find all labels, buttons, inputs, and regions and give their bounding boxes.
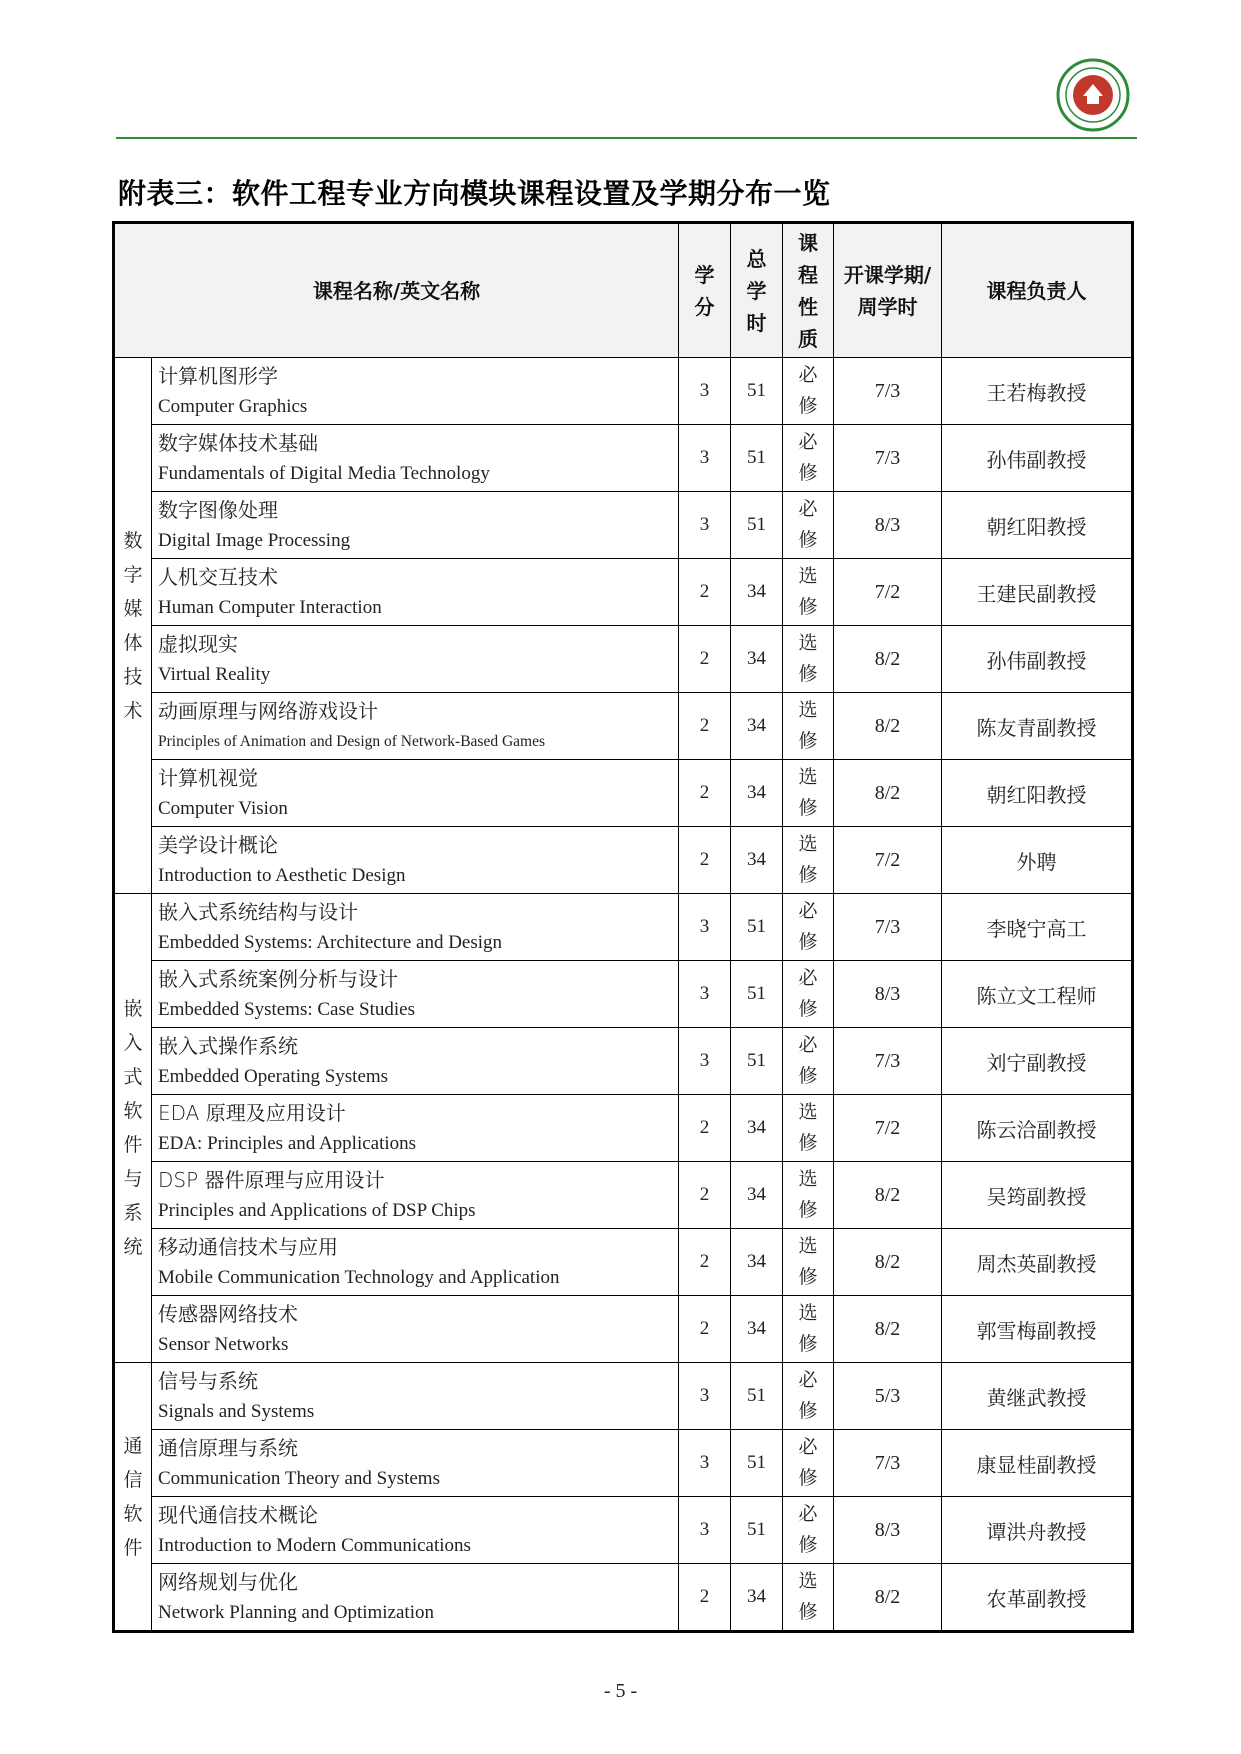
term-cell: 7/2 [834, 827, 942, 894]
hours-cell: 34 [731, 693, 783, 760]
teacher-cell: 外聘 [942, 827, 1133, 894]
teacher-cell: 吴筠副教授 [942, 1162, 1133, 1229]
table-row [114, 1430, 1133, 1497]
course-name-cell [152, 559, 679, 626]
course-name-cn: 人机交互技术 [158, 564, 278, 589]
table-row [114, 492, 1133, 559]
teacher-cell: 王若梅教授 [942, 358, 1133, 425]
term-cell: 8/2 [834, 1296, 942, 1363]
nature-cell: 选修 [783, 760, 834, 827]
hours-cell: 34 [731, 1095, 783, 1162]
term-cell: 7/2 [834, 559, 942, 626]
credit-cell: 2 [679, 1564, 731, 1632]
hours-cell: 34 [731, 1162, 783, 1229]
credit-cell: 2 [679, 1162, 731, 1229]
table-row [114, 559, 1133, 626]
table-row [114, 827, 1133, 894]
course-name-cn: 网络规划与优化 [158, 1569, 298, 1594]
credit-cell: 3 [679, 894, 731, 961]
course-name-en: Fundamentals of Digital Media Technology [158, 462, 490, 484]
course-name-cn: 数字媒体技术基础 [158, 430, 318, 455]
credit-cell: 2 [679, 1095, 731, 1162]
nature-cell: 选修 [783, 1162, 834, 1229]
term-cell: 8/3 [834, 492, 942, 559]
credit-cell: 2 [679, 760, 731, 827]
teacher-cell: 孙伟副教授 [942, 626, 1133, 693]
teacher-cell: 陈友青副教授 [942, 693, 1133, 760]
credit-cell: 2 [679, 1296, 731, 1363]
nature-cell: 选修 [783, 1229, 834, 1296]
credit-cell: 3 [679, 358, 731, 425]
course-name-cn: 动画原理与网络游戏设计 [158, 698, 378, 723]
term-cell: 7/3 [834, 1430, 942, 1497]
course-name-en: Mobile Communication Technology and Application [158, 1266, 560, 1288]
course-name-cell [152, 961, 679, 1028]
course-name-en: Embedded Systems: Case Studies [158, 998, 416, 1020]
hours-cell: 51 [731, 1497, 783, 1564]
table-row [114, 1028, 1133, 1095]
course-name-en: EDA: Principles and Applications [158, 1132, 417, 1154]
table-row [114, 626, 1133, 693]
course-name-cn: 计算机图形学 [158, 363, 278, 388]
course-name-cell [152, 1095, 679, 1162]
hours-cell: 51 [731, 894, 783, 961]
course-name-cell [152, 1363, 679, 1430]
course-name-cn: 嵌入式系统案例分析与设计 [158, 966, 398, 991]
teacher-cell: 陈立文工程师 [942, 961, 1133, 1028]
term-cell: 8/2 [834, 760, 942, 827]
term-cell: 8/3 [834, 961, 942, 1028]
hours-cell: 51 [731, 961, 783, 1028]
teacher-cell: 刘宁副教授 [942, 1028, 1133, 1095]
course-name-cell [152, 827, 679, 894]
header-teacher: 课程负责人 [942, 223, 1133, 358]
table-row [114, 1497, 1133, 1564]
hours-cell: 34 [731, 827, 783, 894]
term-cell: 8/2 [834, 1229, 942, 1296]
teacher-cell: 周杰英副教授 [942, 1229, 1133, 1296]
header-credit: 学分 [679, 223, 731, 358]
credit-cell: 3 [679, 1363, 731, 1430]
table-row [114, 425, 1133, 492]
hours-cell: 51 [731, 1430, 783, 1497]
course-name-cn: 数字图像处理 [158, 497, 278, 522]
table-row [114, 1564, 1133, 1632]
teacher-cell: 王建民副教授 [942, 559, 1133, 626]
course-name-cn: 嵌入式系统结构与设计 [158, 899, 358, 924]
page-title: 附表三：软件工程专业方向模块课程设置及学期分布一览 [118, 177, 831, 210]
table-row [114, 760, 1133, 827]
course-name-en: Introduction to Aesthetic Design [158, 864, 406, 886]
table-row [114, 961, 1133, 1028]
credit-cell: 2 [679, 626, 731, 693]
course-name-en: Network Planning and Optimization [158, 1601, 434, 1623]
course-name-cell [152, 1028, 679, 1095]
module-label-text: 嵌入式软件与系统 [123, 998, 143, 1258]
hours-cell: 51 [731, 492, 783, 559]
hours-cell: 34 [731, 760, 783, 827]
table-header-row [114, 223, 1133, 358]
course-name-en: Introduction to Modern Communications [158, 1534, 471, 1556]
course-name-cn: 现代通信技术概论 [158, 1502, 318, 1527]
course-name-cell [152, 358, 679, 425]
hours-cell: 34 [731, 1296, 783, 1363]
term-cell: 7/3 [834, 425, 942, 492]
course-name-cell [152, 492, 679, 559]
course-name-en: Sensor Networks [158, 1333, 289, 1355]
teacher-cell: 李晓宁高工 [942, 894, 1133, 961]
course-name-cn: DSP 器件原理与应用设计 [158, 1167, 385, 1192]
course-name-en: Signals and Systems [158, 1400, 315, 1422]
course-name-cell [152, 1162, 679, 1229]
credit-cell: 2 [679, 559, 731, 626]
table-row [114, 1162, 1133, 1229]
header-nature: 课程性质 [783, 223, 834, 358]
module-label-text: 通信软件 [123, 1434, 143, 1559]
hours-cell: 51 [731, 425, 783, 492]
term-cell: 5/3 [834, 1363, 942, 1430]
nature-cell: 必修 [783, 1028, 834, 1095]
header-hours: 总学时 [731, 223, 783, 358]
credit-cell: 3 [679, 492, 731, 559]
nature-cell: 必修 [783, 358, 834, 425]
credit-cell: 3 [679, 1497, 731, 1564]
module-label [114, 1363, 152, 1632]
course-name-cn: 虚拟现实 [158, 631, 238, 656]
course-name-cell [152, 760, 679, 827]
nature-cell: 必修 [783, 1363, 834, 1430]
nature-cell: 必修 [783, 961, 834, 1028]
course-name-cn: 移动通信技术与应用 [158, 1234, 338, 1259]
credit-cell: 3 [679, 961, 731, 1028]
nature-cell: 必修 [783, 492, 834, 559]
term-cell: 8/2 [834, 693, 942, 760]
table-row [114, 693, 1133, 760]
nature-cell: 选修 [783, 1296, 834, 1363]
page-number: - 5 - [603, 1680, 638, 1702]
course-name-cell [152, 626, 679, 693]
teacher-cell: 朝红阳教授 [942, 492, 1133, 559]
course-name-cell [152, 1564, 679, 1632]
hours-cell: 34 [731, 1229, 783, 1296]
term-cell: 8/2 [834, 1162, 942, 1229]
course-name-en: Principles of Animation and Design of Network-Based Games [158, 732, 545, 750]
course-table [112, 221, 1134, 1633]
teacher-cell: 朝红阳教授 [942, 760, 1133, 827]
table-row [114, 1296, 1133, 1363]
course-name-cn: 信号与系统 [158, 1368, 258, 1393]
header-term: 开课学期/周学时 [834, 223, 942, 358]
course-name-cn: 计算机视觉 [158, 765, 258, 790]
nature-cell: 必修 [783, 894, 834, 961]
course-name-en: Embedded Operating Systems [158, 1065, 389, 1087]
table-row [114, 358, 1133, 425]
course-name-cell [152, 1229, 679, 1296]
course-name-en: Computer Vision [158, 797, 288, 819]
term-cell: 7/3 [834, 1028, 942, 1095]
hours-cell: 51 [731, 1028, 783, 1095]
nature-cell: 选修 [783, 626, 834, 693]
course-name-en: Digital Image Processing [158, 529, 351, 551]
credit-cell: 3 [679, 425, 731, 492]
course-name-cell [152, 1430, 679, 1497]
credit-cell: 2 [679, 1229, 731, 1296]
nature-cell: 选修 [783, 827, 834, 894]
course-name-cell [152, 894, 679, 961]
term-cell: 8/2 [834, 1564, 942, 1632]
hours-cell: 51 [731, 358, 783, 425]
nature-cell: 必修 [783, 1497, 834, 1564]
term-cell: 7/3 [834, 358, 942, 425]
teacher-cell: 黄继武教授 [942, 1363, 1133, 1430]
course-name-cn: 嵌入式操作系统 [158, 1033, 298, 1058]
credit-cell: 2 [679, 693, 731, 760]
course-name-cell [152, 425, 679, 492]
header-divider [116, 137, 1137, 139]
module-label [114, 358, 152, 894]
table-row [114, 1229, 1133, 1296]
term-cell: 8/3 [834, 1497, 942, 1564]
credit-cell: 2 [679, 827, 731, 894]
nature-cell: 选修 [783, 693, 834, 760]
nature-cell: 必修 [783, 425, 834, 492]
course-name-en: Virtual Reality [158, 663, 271, 685]
term-cell: 7/2 [834, 1095, 942, 1162]
table-row [114, 1095, 1133, 1162]
course-name-cn: 传感器网络技术 [158, 1301, 298, 1326]
hours-cell: 51 [731, 1363, 783, 1430]
table-row [114, 894, 1133, 961]
nature-cell: 选修 [783, 1095, 834, 1162]
teacher-cell: 郭雪梅副教授 [942, 1296, 1133, 1363]
term-cell: 7/3 [834, 894, 942, 961]
nature-cell: 必修 [783, 1430, 834, 1497]
module-label-text: 数字媒体技术 [123, 529, 143, 722]
course-name-cell [152, 1497, 679, 1564]
teacher-cell: 谭洪舟教授 [942, 1497, 1133, 1564]
nature-cell: 选修 [783, 559, 834, 626]
credit-cell: 3 [679, 1430, 731, 1497]
table-row [114, 1363, 1133, 1430]
course-name-en: Communication Theory and Systems [158, 1467, 440, 1489]
nature-cell: 选修 [783, 1564, 834, 1632]
university-seal-icon [1056, 58, 1130, 132]
teacher-cell: 孙伟副教授 [942, 425, 1133, 492]
teacher-cell: 陈云洽副教授 [942, 1095, 1133, 1162]
course-name-cell [152, 1296, 679, 1363]
teacher-cell: 农革副教授 [942, 1564, 1133, 1632]
course-name-en: Computer Graphics [158, 395, 308, 417]
course-name-cell [152, 693, 679, 760]
course-name-cn: 美学设计概论 [158, 832, 278, 857]
course-name-cn: EDA 原理及应用设计 [158, 1100, 346, 1125]
header-course-name: 课程名称/英文名称 [114, 223, 679, 358]
course-name-en: Human Computer Interaction [158, 596, 382, 618]
teacher-cell: 康显桂副教授 [942, 1430, 1133, 1497]
hours-cell: 34 [731, 559, 783, 626]
course-name-cn: 通信原理与系统 [158, 1435, 298, 1460]
term-cell: 8/2 [834, 626, 942, 693]
credit-cell: 3 [679, 1028, 731, 1095]
course-name-en: Principles and Applications of DSP Chips [158, 1199, 476, 1221]
course-name-en: Embedded Systems: Architecture and Design [158, 931, 503, 953]
module-label [114, 894, 152, 1363]
hours-cell: 34 [731, 626, 783, 693]
hours-cell: 34 [731, 1564, 783, 1632]
